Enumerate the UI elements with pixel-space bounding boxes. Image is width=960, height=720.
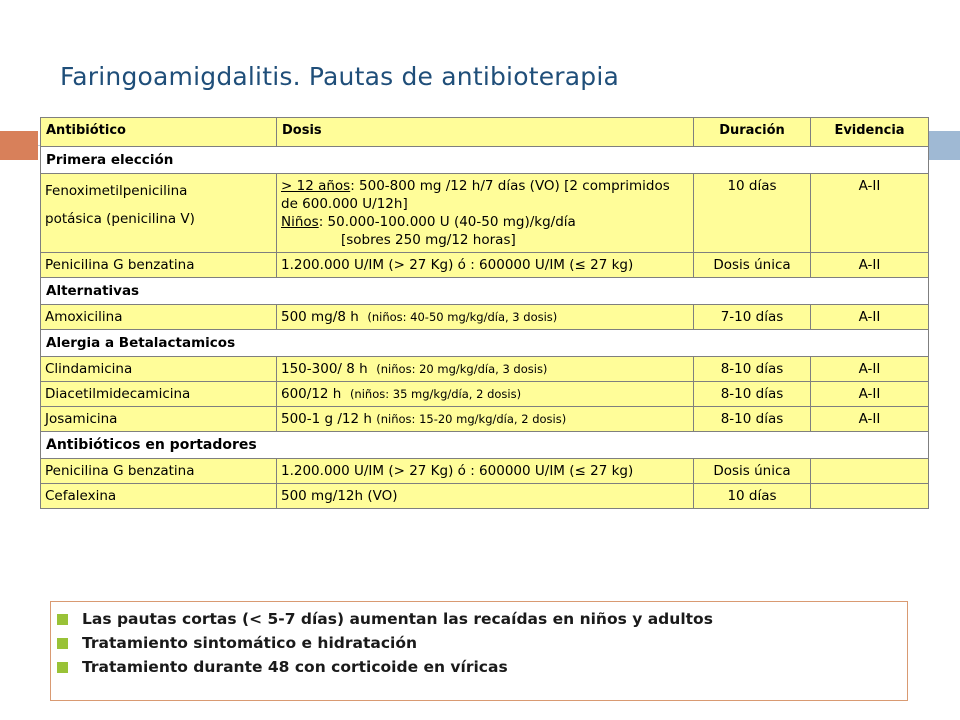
accent-bar-left (0, 131, 38, 160)
dose-main: 500 mg/8 h (281, 309, 359, 325)
duration-cell: Dosis única (694, 253, 811, 278)
table-row (41, 484, 929, 509)
drug-cell: Clindamicina (41, 357, 277, 382)
dose-main: 600/12 h (281, 386, 342, 402)
table-row (41, 407, 929, 432)
dose-child: (niños: 15-20 mg/kg/día, 2 dosis) (376, 412, 567, 426)
section-alergia: Alergia a Betalactamicos (41, 330, 929, 357)
evidence-cell (811, 484, 929, 509)
dose-main: 500-1 g /12 h (281, 411, 372, 427)
dose-cell: 1.200.000 U/IM (> 27 Kg) ó : 600000 U/IM (≤ 27 kg) (277, 459, 694, 484)
list-item (57, 610, 907, 628)
table-row (41, 305, 929, 330)
dose-cell (277, 357, 694, 382)
section-row (41, 432, 929, 459)
drug-cell: Penicilina G benzatina (41, 459, 277, 484)
dose-adult-text: : 500-800 mg /12 h/7 días (VO) [2 comprimidos de 600.000 U/12h] (281, 178, 670, 212)
dose-child-note: [sobres 250 mg/12 horas] (341, 232, 516, 248)
evidence-cell: A-II (811, 305, 929, 330)
duration-cell: 10 días (694, 484, 811, 509)
duration-cell: 8-10 días (694, 357, 811, 382)
dose-main: 150-300/ 8 h (281, 361, 368, 377)
dose-child-label: Niños (281, 214, 319, 230)
header-duracion: Duración (694, 118, 811, 147)
evidence-cell: A-II (811, 382, 929, 407)
dose-cell (277, 407, 694, 432)
duration-cell: 7-10 días (694, 305, 811, 330)
evidence-cell (811, 459, 929, 484)
section-row (41, 278, 929, 305)
duration-cell: Dosis única (694, 459, 811, 484)
drug-cell: Diacetilmidecamicina (41, 382, 277, 407)
page-title: Faringoamigdalitis. Pautas de antibioterapia (60, 62, 620, 91)
section-row (41, 330, 929, 357)
dose-cell (277, 174, 694, 253)
evidence-cell: A-II (811, 174, 929, 253)
dose-cell: 500 mg/12h (VO) (277, 484, 694, 509)
drug-name-line1: Fenoximetilpenicilina (45, 183, 188, 199)
note-text: Tratamiento sintomático e hidratación (82, 634, 418, 652)
duration-cell: 8-10 días (694, 407, 811, 432)
dose-cell (277, 305, 694, 330)
dose-child-text: : 50.000-100.000 U (40-50 mg)/kg/día (318, 214, 576, 230)
drug-cell: Josamicina (41, 407, 277, 432)
section-alternativas: Alternativas (41, 278, 929, 305)
drug-cell: Penicilina G benzatina (41, 253, 277, 278)
table-row (41, 253, 929, 278)
dose-adult-label: > 12 años (281, 178, 351, 194)
header-antibiotico: Antibiótico (41, 118, 277, 147)
drug-cell: Amoxicilina (41, 305, 277, 330)
antibiotic-table (40, 117, 929, 509)
section-row (41, 147, 929, 174)
dose-child: (niños: 40-50 mg/kg/día, 3 dosis) (367, 310, 558, 324)
accent-bar-right (928, 131, 960, 160)
dose-child: (niños: 20 mg/kg/día, 3 dosis) (376, 362, 548, 376)
bullet-square-icon (57, 638, 68, 649)
drug-cell (41, 174, 277, 253)
section-primera-eleccion: Primera elección (41, 147, 929, 174)
evidence-cell: A-II (811, 407, 929, 432)
note-text: Tratamiento durante 48 con corticoide en víricas (82, 658, 508, 676)
table-row (41, 174, 929, 253)
table-row (41, 357, 929, 382)
bullet-square-icon (57, 614, 68, 625)
dose-cell (277, 382, 694, 407)
drug-cell: Cefalexina (41, 484, 277, 509)
evidence-cell: A-II (811, 357, 929, 382)
header-evidencia: Evidencia (811, 118, 929, 147)
table-row (41, 382, 929, 407)
header-dosis: Dosis (277, 118, 694, 147)
list-item (57, 658, 907, 676)
note-text: Las pautas cortas (< 5-7 días) aumentan las recaídas en niños y adultos (82, 610, 713, 628)
table-header-row (41, 118, 929, 147)
notes-box (50, 601, 908, 701)
duration-cell: 8-10 días (694, 382, 811, 407)
dose-cell: 1.200.000 U/IM (> 27 Kg) ó : 600000 U/IM (≤ 27 kg) (277, 253, 694, 278)
dose-child: (niños: 35 mg/kg/día, 2 dosis) (349, 387, 522, 401)
section-portadores: Antibióticos en portadores (41, 432, 929, 459)
duration-cell: 10 días (694, 174, 811, 253)
drug-name-line2: potásica (penicilina V) (45, 211, 195, 227)
evidence-cell: A-II (811, 253, 929, 278)
bullet-square-icon (57, 662, 68, 673)
list-item (57, 634, 907, 652)
table-row (41, 459, 929, 484)
